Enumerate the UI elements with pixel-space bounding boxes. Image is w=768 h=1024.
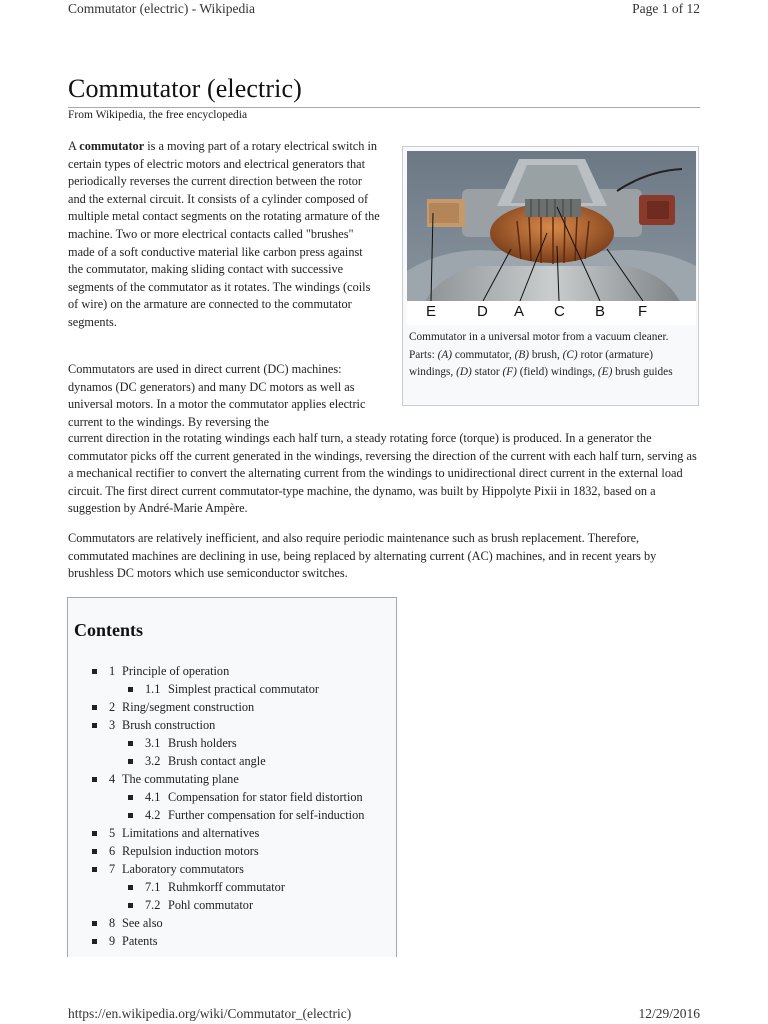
figure-label-c: C	[554, 303, 565, 320]
bullet-icon	[92, 705, 97, 710]
article-title: Commutator (electric)	[68, 74, 302, 103]
commutator-bold-term: commutator	[79, 139, 145, 153]
toc-item-label[interactable]: Repulsion induction motors	[122, 844, 259, 858]
bullet-icon	[128, 903, 133, 908]
toc-item-number: 5	[109, 826, 116, 840]
bullet-icon	[128, 741, 133, 746]
table-of-contents	[67, 597, 397, 957]
print-footer-url: https://en.wikipedia.org/wiki/Commutator_(electric)	[68, 1006, 352, 1021]
figure-label-f: F	[638, 303, 648, 320]
uses-paragraph-part1: Commutators are used in direct current (DC) machines: dynamos (DC generators) and many DC motors as well as universal motors. In a motor the commutator applies electric current to the windings. By reversing the	[68, 362, 366, 429]
article-tagline: From Wikipedia, the free encyclopedia	[68, 109, 248, 121]
bullet-icon	[128, 759, 133, 764]
bullet-icon	[92, 723, 97, 728]
title-divider	[68, 107, 700, 108]
bullet-icon	[92, 669, 97, 674]
bullet-icon	[128, 795, 133, 800]
bullet-icon	[92, 831, 97, 836]
toc-item-label[interactable]: Further compensation for self-induction	[168, 808, 365, 822]
toc-item-label[interactable]: Compensation for stator field distortion	[168, 790, 363, 804]
bullet-icon	[92, 867, 97, 872]
bullet-icon	[128, 813, 133, 818]
toc-item-number: 7.1	[145, 880, 161, 894]
efficiency-paragraph: Commutators are relatively inefficient, and also require periodic maintenance such as brush replacement. Therefore, commutated machines are declining in use, being replaced by alternating current (AC) machines, and in recent years by brushless DC motors which use semiconductor switches.	[68, 531, 657, 581]
commutator-figure	[402, 146, 699, 406]
print-footer-date: 12/29/2016	[638, 1006, 700, 1021]
bullet-icon	[92, 939, 97, 944]
toc-item-label[interactable]: Brush holders	[168, 736, 237, 750]
bullet-icon	[128, 885, 133, 890]
bullet-icon	[92, 849, 97, 854]
figure-label-d: D	[477, 303, 488, 320]
figure-label-a: A	[514, 303, 525, 320]
print-header-title: Commutator (electric) - Wikipedia	[68, 1, 256, 16]
toc-item-number: 7	[109, 862, 116, 876]
toc-item-label[interactable]: Pohl commutator	[168, 898, 254, 912]
toc-item-label[interactable]: Laboratory commutators	[122, 862, 244, 876]
toc-item-number: 3.1	[145, 736, 161, 750]
toc-item-label[interactable]: Brush contact angle	[168, 754, 266, 768]
toc-item-number: 7.2	[145, 898, 161, 912]
toc-item-label[interactable]: Ring/segment construction	[122, 700, 255, 714]
toc-item-label[interactable]: See also	[122, 916, 163, 930]
bullet-icon	[92, 921, 97, 926]
figure-caption: Commutator in a universal motor from a vacuum cleaner. Parts: (A) commutator, (B) brush, (C) rotor (armature) windings, (D) stator (F) (field) windings, (E) brush guides	[409, 331, 673, 379]
toc-item-number: 4.2	[145, 808, 161, 822]
toc-item-number: 3.2	[145, 754, 161, 768]
toc-item-label[interactable]: Brush construction	[122, 718, 216, 732]
toc-item-label[interactable]: Principle of operation	[122, 664, 230, 678]
toc-item-number: 3	[109, 718, 116, 732]
toc-item-number: 4.1	[145, 790, 161, 804]
intro-paragraph: A commutator is a moving part of a rotary electrical switch in certain types of electric motors and electrical generators that periodically reverses the current direction between the rotor and the external circuit. It consists of a cylinder composed of multiple metal contact segments on the rotating armature of the machine. Two or more electrical contacts called "brushes" made of a soft conductive material like carbon press against the commutator, making sliding contact with successive segments of the commutator as it rotates. The windings (coils of wire) on the armature are connected to the commutator segments.	[68, 139, 380, 329]
toc-title: Contents	[74, 620, 144, 640]
figure-label-e: E	[426, 303, 437, 320]
bullet-icon	[128, 687, 133, 692]
toc-item-label[interactable]: Patents	[122, 934, 158, 948]
toc-item-number: 2	[109, 700, 116, 714]
bullet-icon	[92, 777, 97, 782]
toc-item-number: 6	[109, 844, 116, 858]
toc-item-label[interactable]: The commutating plane	[122, 772, 239, 786]
commutator-photo[interactable]	[407, 151, 696, 325]
toc-item-number: 4	[109, 772, 116, 786]
uses-paragraph-part2: current direction in the rotating windings each half turn, a steady rotating force (torque) is produced. In a generator the commutator picks off the current generated in the windings, reversing the direction of the current with each half turn, serving as a mechanical rectifier to convert the alternating current from the windings to unidirectional direct current in the external load circuit. The first direct current commutator-type machine, the dynamo, was built by Hippolyte Pixii in 1832, based on a suggestion by André-Marie Ampère.	[68, 431, 697, 516]
figure-part-labels	[407, 303, 696, 323]
toc-item-label[interactable]: Simplest practical commutator	[168, 682, 319, 696]
print-header-page-number: Page 1 of 12	[632, 1, 700, 16]
toc-item-label[interactable]: Limitations and alternatives	[122, 826, 260, 840]
toc-item-label[interactable]: Ruhmkorff commutator	[168, 880, 285, 894]
toc-item-number: 9	[109, 934, 116, 948]
figure-label-b: B	[595, 303, 606, 320]
toc-item-number: 1	[109, 664, 116, 678]
toc-item-number: 1.1	[145, 682, 161, 696]
toc-item-number: 8	[109, 916, 116, 930]
universal-motor-illustration	[407, 151, 696, 325]
